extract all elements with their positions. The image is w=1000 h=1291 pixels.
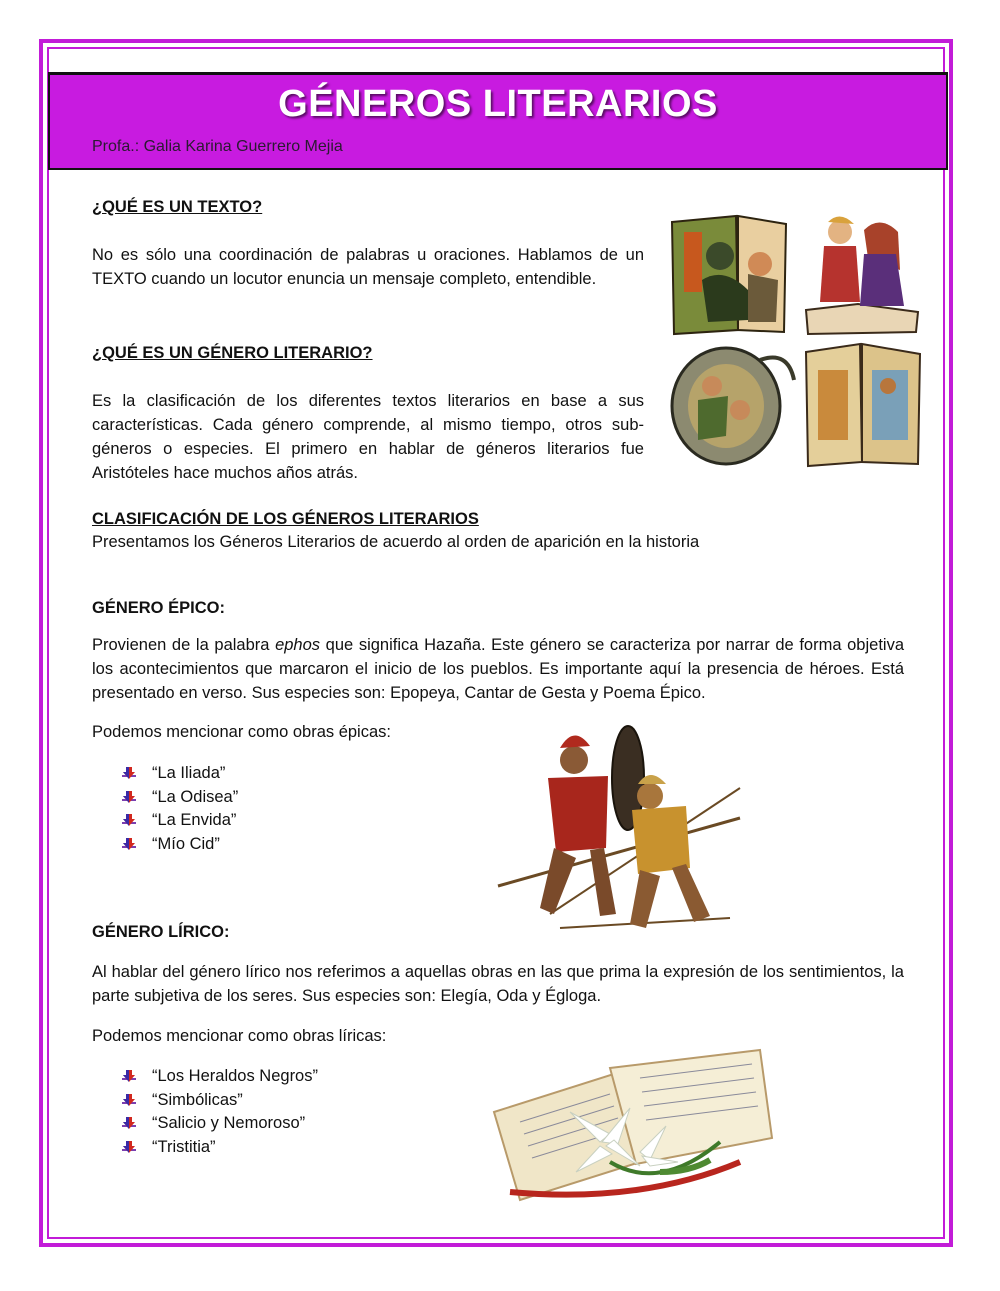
arrow-down-bullet-icon (122, 767, 136, 781)
list-item: “La Odisea” (122, 786, 238, 810)
heading-genero-lirico: GÉNERO LÍRICO: (92, 923, 230, 941)
list-obras-liricas (122, 1065, 318, 1159)
paragraph-lirico: Al hablar del género lírico nos referimos a aquellas obras en las que prima la expresión de los sentimientos, la parte subjetiva de los seres. Sus especies son: Elegía, Oda y Égloga. (92, 963, 904, 1005)
arrow-down-bullet-icon (122, 1070, 136, 1084)
arrow-down-bullet-icon (122, 1094, 136, 1108)
list-item: “La Envida” (122, 809, 238, 833)
arrow-down-bullet-icon (122, 791, 136, 805)
list-item: “Salicio y Nemoroso” (122, 1112, 318, 1136)
list-item: “La Iliada” (122, 762, 238, 786)
intro-obras-liricas: Podemos mencionar como obras líricas: (92, 1027, 387, 1045)
adventure-book-image (672, 348, 794, 464)
paragraph-clasificacion: Presentamos los Géneros Literarios de acuerdo al orden de aparición en la historia (92, 533, 700, 551)
paragraph-genero: Es la clasificación de los diferentes textos literarios en base a sus características. Cada género comprende, al mismo tiempo, otros sub-géneros o especies. El primero en hablar de géneros literarios fue Aristóteles hace muchos años atrás. (92, 392, 644, 482)
list-obras-epicas (122, 762, 238, 856)
paragraph-epico: Provienen de la palabra ephos que significa Hazaña. Este género se caracteriza por narrar de forma objetiva los acontecimientos que marcaron el inicio de los pueblos. Es importante aquí la presencia de héroes. Está presentado en verso. Sus especies son: Epopeya, Cantar de Gesta y Poema Épico. (92, 636, 905, 702)
detective-book-image (672, 216, 786, 334)
warriors-illustration (490, 718, 745, 940)
egypt-book-image (806, 344, 920, 466)
list-item: “Mío Cid” (122, 833, 238, 857)
letters-flowers-illustration (490, 1042, 776, 1204)
arrow-down-bullet-icon (122, 1141, 136, 1155)
arrow-down-bullet-icon (122, 838, 136, 852)
arrow-down-bullet-icon (122, 1117, 136, 1131)
books-illustration (668, 210, 926, 468)
list-item: “Tristitia” (122, 1136, 318, 1160)
heading-genero-epico: GÉNERO ÉPICO: (92, 599, 225, 617)
heading-clasificacion: CLASIFICACIÓN DE LOS GÉNEROS LITERARIOS (92, 510, 479, 528)
paragraph-texto: No es sólo una coordinación de palabras u oraciones. Hablamos de un TEXTO cuando un locutor enuncia un mensaje completo, entendible. (92, 246, 644, 288)
word-ephos: ephos (275, 636, 321, 654)
romance-book-image (806, 216, 918, 334)
heading-que-es-genero: ¿QUÉ ES UN GÉNERO LITERARIO? (92, 344, 373, 362)
heading-que-es-texto: ¿QUÉ ES UN TEXTO? (92, 198, 263, 216)
page-title: GÉNEROS LITERARIOS (278, 83, 718, 125)
list-item: “Los Heraldos Negros” (122, 1065, 318, 1089)
list-item: “Simbólicas” (122, 1089, 318, 1113)
arrow-down-bullet-icon (122, 814, 136, 828)
header-banner (48, 72, 948, 170)
intro-obras-epicas: Podemos mencionar como obras épicas: (92, 723, 391, 741)
teacher-name: Profa.: Galia Karina Guerrero Mejia (92, 138, 343, 155)
